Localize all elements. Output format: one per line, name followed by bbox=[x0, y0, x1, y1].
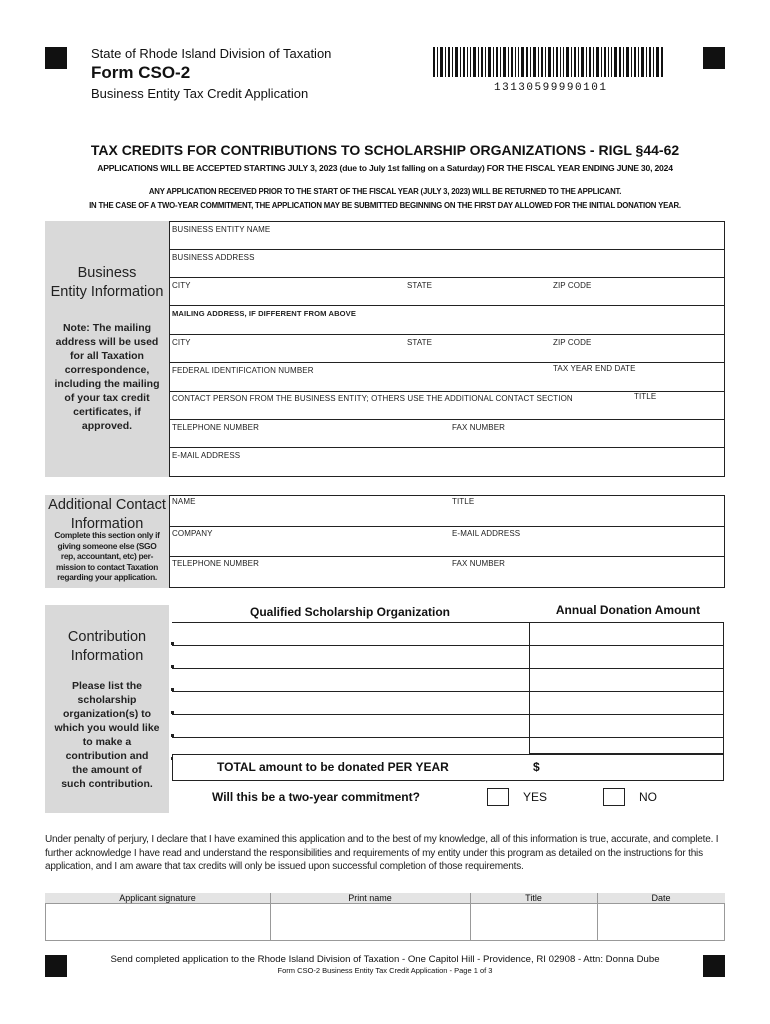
date-field[interactable] bbox=[598, 905, 724, 940]
mailing-city-field[interactable]: CITY bbox=[172, 338, 191, 347]
email-field[interactable]: E-MAIL ADDRESS bbox=[172, 451, 241, 460]
title-label: Title bbox=[525, 893, 542, 903]
tax-year-end-field[interactable]: TAX YEAR END DATE bbox=[553, 364, 636, 373]
organization-column-header: Qualified Scholarship Organization bbox=[249, 605, 451, 619]
contact-title-field[interactable]: TITLE bbox=[634, 392, 657, 401]
amount-row-1[interactable] bbox=[529, 645, 724, 646]
fein-field[interactable]: FEDERAL IDENTIFICATION NUMBER bbox=[172, 366, 314, 375]
applications-line: APPLICATIONS WILL BE ACCEPTED STARTING JULY 3, 2023 (due to July 1st falling on a Saturday) FOR THE FISCAL YEAR ENDING JUNE 30, 2024 bbox=[97, 163, 673, 173]
applicant-signature-field[interactable] bbox=[46, 905, 269, 940]
total-label: TOTAL amount to be donated PER YEAR bbox=[217, 760, 449, 774]
form-name: Form CSO-2 bbox=[91, 63, 191, 82]
business-address-field[interactable]: BUSINESS ADDRESS bbox=[172, 253, 255, 262]
two-year-question: Will this be a two-year commitment? bbox=[212, 790, 420, 804]
notice-line-1: ANY APPLICATION RECEIVED PRIOR TO THE START OF THE FISCAL YEAR (JULY 3, 2023) WILL BE RETURNED TO THE APPLICANT. bbox=[148, 187, 622, 196]
amount-row-5[interactable] bbox=[529, 737, 724, 738]
contribution-title: Contribution Information bbox=[67, 629, 147, 664]
no-label: NO bbox=[639, 790, 657, 804]
barcode-number: 13130599990101 bbox=[494, 82, 608, 94]
contact-name-field[interactable]: NAME bbox=[172, 497, 196, 506]
state-field[interactable]: STATE bbox=[407, 281, 433, 290]
amount-column-header: Annual Donation Amount bbox=[555, 603, 701, 617]
barcode-image bbox=[433, 47, 663, 77]
business-section-title: Business Entity Information bbox=[50, 265, 164, 300]
no-checkbox[interactable] bbox=[603, 788, 625, 806]
print-name-field[interactable] bbox=[271, 905, 469, 940]
applicant-signature-label: Applicant signature bbox=[119, 893, 196, 903]
contact-telephone-field[interactable]: TELEPHONE NUMBER bbox=[172, 559, 259, 568]
organization-row-2[interactable] bbox=[172, 668, 529, 669]
page-footer: Form CSO-2 Business Entity Tax Credit Application - Page 1 of 3 bbox=[277, 966, 493, 975]
contact-fax-field[interactable]: FAX NUMBER bbox=[452, 559, 506, 568]
organization-row-4[interactable] bbox=[172, 714, 529, 715]
mailing-address-field[interactable]: MAILING ADDRESS, IF DIFFERENT FROM ABOVE bbox=[172, 309, 356, 318]
registration-mark-top-left bbox=[45, 47, 67, 69]
fax-field[interactable]: FAX NUMBER bbox=[452, 423, 506, 432]
notice-line-2: IN THE CASE OF A TWO-YEAR COMMITMENT, THE APPLICATION MAY BE SUBMITTED BEGINNING ON THE FIRST DAY ALLOWED FOR THE INITIAL DONATION YEAR. bbox=[89, 201, 681, 210]
contact-email-field[interactable]: E-MAIL ADDRESS bbox=[452, 529, 521, 538]
additional-contact-form bbox=[169, 495, 725, 588]
contact-person-field[interactable]: CONTACT PERSON FROM THE BUSINESS ENTITY; OTHERS USE THE ADDITIONAL CONTACT SECTION bbox=[172, 394, 573, 403]
contact-title-field-2[interactable]: TITLE bbox=[452, 497, 475, 506]
date-label: Date bbox=[651, 893, 671, 903]
amount-row-3[interactable] bbox=[529, 691, 724, 692]
amount-row-4[interactable] bbox=[529, 714, 724, 715]
total-dollar-sign: $ bbox=[533, 760, 540, 774]
mailing-zip-field[interactable]: ZIP CODE bbox=[553, 338, 592, 347]
signer-title-field[interactable] bbox=[471, 905, 596, 940]
form-subtitle: Business Entity Tax Credit Application bbox=[91, 86, 309, 101]
perjury-declaration: Under penalty of perjury, I declare that I have examined this application and to the best of my knowledge, all of this information is true, accurate, and complete. I further acknowledge I have read and understand the responsibilities and requirements of my entity under this program as detailed on the instructions for this application, and I am aware that tax credits will only be issued upon successful completion of those requirements. bbox=[45, 834, 719, 873]
total-amount-input[interactable] bbox=[545, 756, 720, 778]
agency-name: State of Rhode Island Division of Taxation bbox=[91, 46, 332, 61]
registration-mark-top-right bbox=[703, 47, 725, 69]
city-field[interactable]: CITY bbox=[172, 281, 191, 290]
additional-contact-note: Complete this section only if giving someone else (SGO rep, accountant, etc) per- mission to contact Taxation regarding your application. bbox=[54, 530, 160, 582]
entity-name-field[interactable]: BUSINESS ENTITY NAME bbox=[172, 225, 271, 234]
additional-contact-title: Additional Contact Information bbox=[48, 497, 166, 532]
send-instructions: Send completed application to the Rhode Island Division of Taxation - One Capitol Hill - Providence, RI 02908 - Attn: Donna Dube bbox=[110, 954, 660, 965]
organization-row-1[interactable] bbox=[172, 645, 529, 646]
telephone-field[interactable]: TELEPHONE NUMBER bbox=[172, 423, 259, 432]
print-name-label: Print name bbox=[348, 893, 392, 903]
organization-row-3[interactable] bbox=[172, 691, 529, 692]
amount-row-2[interactable] bbox=[529, 668, 724, 669]
contact-company-field[interactable]: COMPANY bbox=[172, 529, 213, 538]
contribution-note: Please list the scholarship organization(s) to which you would like to make a contribution and the amount of such contribution. bbox=[54, 680, 160, 790]
main-title: TAX CREDITS FOR CONTRIBUTIONS TO SCHOLARSHIP ORGANIZATIONS - RIGL §44-62 bbox=[90, 142, 680, 158]
yes-checkbox[interactable] bbox=[487, 788, 509, 806]
amount-column bbox=[529, 622, 724, 754]
yes-label: YES bbox=[523, 790, 548, 804]
organization-row-5[interactable] bbox=[172, 737, 529, 738]
business-section-note: Note: The mailing address will be used for all Taxation correspondence, including the mailing of your tax credit certificates, if approved. bbox=[54, 322, 160, 432]
mailing-state-field[interactable]: STATE bbox=[407, 338, 433, 347]
zip-field[interactable]: ZIP CODE bbox=[553, 281, 592, 290]
